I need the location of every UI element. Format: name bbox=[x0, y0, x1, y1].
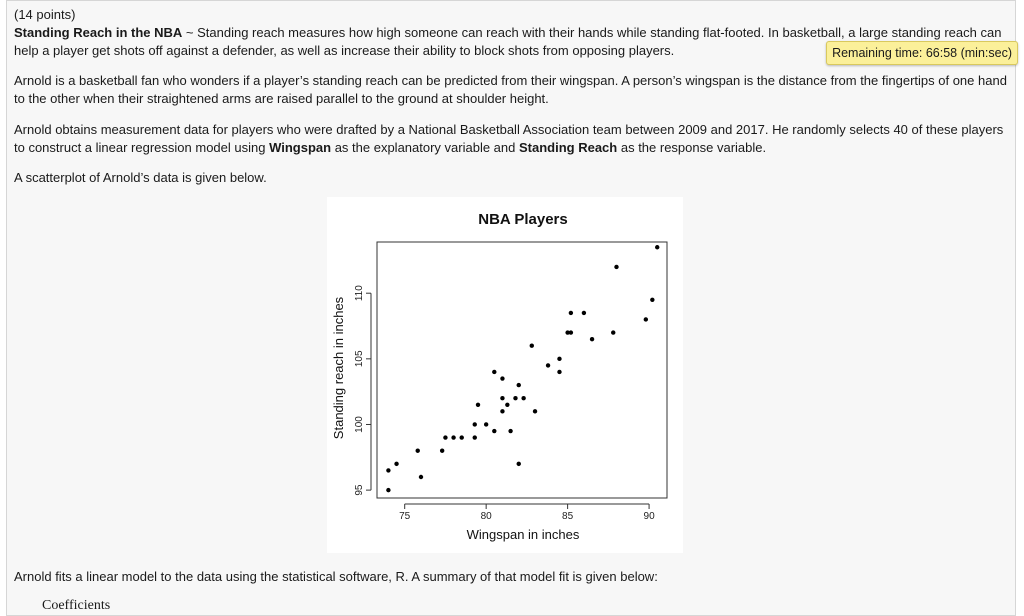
data-point bbox=[655, 245, 659, 249]
data-point bbox=[505, 403, 509, 407]
data-point bbox=[394, 462, 398, 466]
data-point bbox=[513, 396, 517, 400]
data-point bbox=[416, 449, 420, 453]
data-point bbox=[517, 383, 521, 387]
explanatory-variable: Wingspan bbox=[269, 140, 332, 155]
data-point bbox=[492, 370, 496, 374]
question-paragraph-wingspan: Arnold is a basketball fan who wonders if a player’s standing reach can be predicted from their wingspan. A person’s wingspan is the distance from the fingertips of one hand to the other when their straightened arms are raised parallel to the ground at shoulder height. bbox=[14, 73, 1007, 106]
data-point bbox=[476, 403, 480, 407]
para3-text-c: as the response variable. bbox=[617, 140, 767, 155]
plot-frame bbox=[377, 242, 667, 498]
data-point bbox=[500, 376, 504, 380]
data-point bbox=[614, 265, 618, 269]
response-variable: Standing Reach bbox=[518, 140, 618, 155]
y-tick-label: 95 bbox=[354, 484, 365, 496]
data-point bbox=[500, 396, 504, 400]
data-point bbox=[569, 330, 573, 334]
data-point bbox=[569, 311, 573, 315]
x-tick-label: 90 bbox=[643, 511, 655, 522]
x-tick-label: 75 bbox=[399, 511, 411, 522]
data-point bbox=[492, 429, 496, 433]
data-point bbox=[451, 435, 455, 439]
question-paragraph-model: Arnold fits a linear model to the data using the statistical software, R. A summary of that model fit is given below: bbox=[14, 569, 658, 584]
scatterplot-chart bbox=[327, 197, 683, 553]
question-paragraph-data bbox=[14, 121, 1008, 157]
question-paragraph-scatterplot: A scatterplot of Arnold’s data is given below. bbox=[14, 170, 267, 185]
data-point bbox=[644, 317, 648, 321]
x-axis-label: Wingspan in inches bbox=[466, 527, 580, 542]
data-point bbox=[473, 422, 477, 426]
data-point bbox=[473, 435, 477, 439]
data-point bbox=[386, 468, 390, 472]
para3-text-b: as the explanatory variable and bbox=[331, 140, 519, 155]
data-point bbox=[484, 422, 488, 426]
data-point bbox=[530, 344, 534, 348]
data-point bbox=[590, 337, 594, 341]
y-tick-label: 100 bbox=[354, 416, 365, 433]
coefficients-heading: Coefficients bbox=[42, 598, 111, 613]
data-point bbox=[460, 435, 464, 439]
data-point bbox=[557, 357, 561, 361]
remaining-time-badge: Remaining time: 66:58 (min:sec) bbox=[826, 41, 1018, 65]
data-point bbox=[582, 311, 586, 315]
data-point bbox=[533, 409, 537, 413]
data-point bbox=[650, 298, 654, 302]
question-points: (14 points) bbox=[14, 7, 76, 22]
data-point bbox=[419, 475, 423, 479]
question-intro-text: ~ Standing reach measures how high someone can reach with their hands while standing flat-footed. In basketball, a large standing reach can help a player get shots off against a defender, as well as increase their ability to block shots from opposing players. bbox=[14, 25, 1002, 58]
data-point bbox=[611, 330, 615, 334]
data-point bbox=[546, 363, 550, 367]
y-axis-label: Standing reach in inches bbox=[331, 296, 346, 440]
data-point bbox=[440, 449, 444, 453]
data-point bbox=[500, 409, 504, 413]
x-tick-label: 85 bbox=[562, 511, 574, 522]
x-tick-label: 80 bbox=[480, 511, 492, 522]
data-points bbox=[386, 245, 659, 492]
y-axis bbox=[354, 285, 371, 496]
data-point bbox=[517, 462, 521, 466]
chart-title: NBA Players bbox=[478, 211, 568, 228]
para3-text-a: Arnold obtains measurement data for players who were drafted by a National Basketball Association team between 2009 and 2017. He randomly selects 40 of these players to construct a linear regression model using bbox=[14, 122, 1004, 155]
scatterplot-figure bbox=[327, 197, 683, 553]
data-point bbox=[557, 370, 561, 374]
data-point bbox=[508, 429, 512, 433]
question-title: Standing Reach in the NBA bbox=[14, 25, 183, 40]
y-tick-label: 110 bbox=[354, 285, 365, 302]
data-point bbox=[443, 435, 447, 439]
data-point bbox=[386, 488, 390, 492]
x-axis bbox=[399, 504, 655, 522]
data-point bbox=[521, 396, 525, 400]
y-tick-label: 105 bbox=[354, 350, 365, 368]
